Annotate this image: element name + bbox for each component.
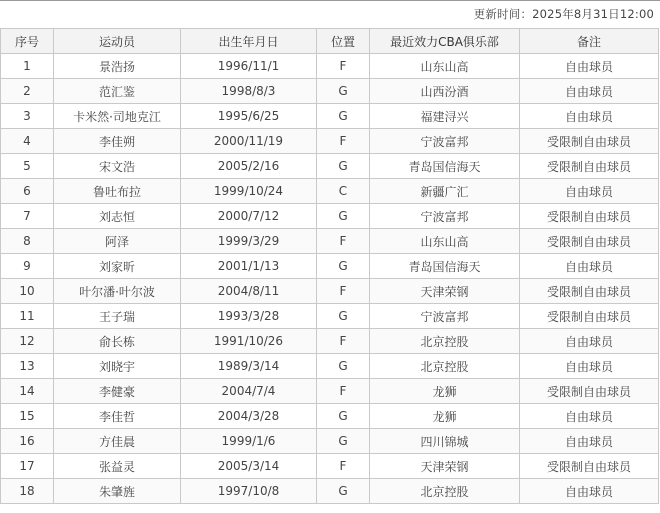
cell-note: 受限制自由球员 — [520, 229, 659, 254]
cell-player-name: 鲁吐布拉 — [54, 179, 181, 204]
free-agent-table — [0, 28, 659, 504]
cell-note: 受限制自由球员 — [520, 154, 659, 179]
cell-club: 四川锦城 — [370, 429, 520, 454]
cell-club: 天津荣钢 — [370, 454, 520, 479]
table-header — [1, 29, 659, 54]
cell-note: 自由球员 — [520, 179, 659, 204]
cell-birthdate: 2000/11/19 — [181, 129, 317, 154]
cell-note: 自由球员 — [520, 79, 659, 104]
cell-index: 9 — [1, 254, 54, 279]
cell-birthdate: 1991/10/26 — [181, 329, 317, 354]
table-row — [1, 404, 659, 429]
cell-club: 福建浔兴 — [370, 104, 520, 129]
cell-birthdate: 2004/8/11 — [181, 279, 317, 304]
cell-player-name: 方佳晨 — [54, 429, 181, 454]
cell-note: 自由球员 — [520, 104, 659, 129]
cell-club: 宁波富邦 — [370, 304, 520, 329]
cell-birthdate: 1995/6/25 — [181, 104, 317, 129]
header-cell-note: 备注 — [520, 29, 659, 54]
cell-note: 自由球员 — [520, 254, 659, 279]
cell-position: G — [317, 429, 370, 454]
table-row — [1, 479, 659, 504]
cell-index: 4 — [1, 129, 54, 154]
cell-birthdate: 1996/11/1 — [181, 54, 317, 79]
cell-birthdate: 1999/3/29 — [181, 229, 317, 254]
table-row — [1, 154, 659, 179]
cell-index: 15 — [1, 404, 54, 429]
cell-index: 2 — [1, 79, 54, 104]
cell-player-name: 卡米然·司地克江 — [54, 104, 181, 129]
cell-note: 受限制自由球员 — [520, 454, 659, 479]
cell-note: 自由球员 — [520, 429, 659, 454]
cell-position: G — [317, 104, 370, 129]
table-row — [1, 79, 659, 104]
cell-index: 18 — [1, 479, 54, 504]
cell-birthdate: 1999/10/24 — [181, 179, 317, 204]
cell-club: 北京控股 — [370, 354, 520, 379]
cell-index: 8 — [1, 229, 54, 254]
table-row — [1, 179, 659, 204]
cell-player-name: 阿泽 — [54, 229, 181, 254]
cell-note: 受限制自由球员 — [520, 304, 659, 329]
cell-position: F — [317, 279, 370, 304]
cell-player-name: 宋文浩 — [54, 154, 181, 179]
cell-player-name: 李健豪 — [54, 379, 181, 404]
cell-club: 青岛国信海天 — [370, 254, 520, 279]
cell-position: G — [317, 204, 370, 229]
cell-note: 受限制自由球员 — [520, 129, 659, 154]
cell-birthdate: 1999/1/6 — [181, 429, 317, 454]
cell-position: G — [317, 479, 370, 504]
cell-birthdate: 2004/3/28 — [181, 404, 317, 429]
table-row — [1, 204, 659, 229]
cell-birthdate: 2005/3/14 — [181, 454, 317, 479]
cell-club: 山东山高 — [370, 229, 520, 254]
header-cell-club: 最近效力CBA俱乐部 — [370, 29, 520, 54]
table-row — [1, 54, 659, 79]
cell-club: 山东山高 — [370, 54, 520, 79]
cell-club: 龙狮 — [370, 379, 520, 404]
cell-player-name: 景浩扬 — [54, 54, 181, 79]
cell-index: 17 — [1, 454, 54, 479]
table-row — [1, 379, 659, 404]
cell-club: 宁波富邦 — [370, 129, 520, 154]
cell-note: 自由球员 — [520, 329, 659, 354]
cell-player-name: 朱肇旌 — [54, 479, 181, 504]
header-cell-index: 序号 — [1, 29, 54, 54]
cell-club: 天津荣钢 — [370, 279, 520, 304]
cell-club: 北京控股 — [370, 479, 520, 504]
header-cell-player: 运动员 — [54, 29, 181, 54]
header-row — [1, 29, 659, 54]
cell-position: F — [317, 379, 370, 404]
top-divider — [0, 0, 660, 1]
cell-position: F — [317, 54, 370, 79]
cell-index: 3 — [1, 104, 54, 129]
cell-index: 11 — [1, 304, 54, 329]
cell-player-name: 俞长栋 — [54, 329, 181, 354]
cell-position: F — [317, 129, 370, 154]
cell-position: G — [317, 404, 370, 429]
cell-player-name: 刘志恒 — [54, 204, 181, 229]
cell-index: 14 — [1, 379, 54, 404]
cell-birthdate: 1998/8/3 — [181, 79, 317, 104]
cell-note: 自由球员 — [520, 479, 659, 504]
cell-index: 12 — [1, 329, 54, 354]
cell-birthdate: 2001/1/13 — [181, 254, 317, 279]
cell-position: G — [317, 154, 370, 179]
cell-note: 受限制自由球员 — [520, 279, 659, 304]
cell-birthdate: 1989/3/14 — [181, 354, 317, 379]
cell-index: 10 — [1, 279, 54, 304]
cell-index: 13 — [1, 354, 54, 379]
cell-birthdate: 2005/2/16 — [181, 154, 317, 179]
cell-note: 自由球员 — [520, 404, 659, 429]
cell-club: 新疆广汇 — [370, 179, 520, 204]
table-row — [1, 104, 659, 129]
cell-position: F — [317, 329, 370, 354]
table-row — [1, 304, 659, 329]
cell-birthdate: 2000/7/12 — [181, 204, 317, 229]
cell-note: 受限制自由球员 — [520, 379, 659, 404]
cell-position: G — [317, 254, 370, 279]
cell-player-name: 张益灵 — [54, 454, 181, 479]
cell-birthdate: 2004/7/4 — [181, 379, 317, 404]
cell-birthdate: 1997/10/8 — [181, 479, 317, 504]
cell-club: 北京控股 — [370, 329, 520, 354]
table-row — [1, 129, 659, 154]
cell-index: 7 — [1, 204, 54, 229]
table-row — [1, 254, 659, 279]
cell-note: 自由球员 — [520, 354, 659, 379]
cell-index: 1 — [1, 54, 54, 79]
table-row — [1, 454, 659, 479]
cell-birthdate: 1993/3/28 — [181, 304, 317, 329]
cell-player-name: 刘家昕 — [54, 254, 181, 279]
table-row — [1, 329, 659, 354]
cell-position: G — [317, 354, 370, 379]
table-body — [1, 54, 659, 504]
cell-player-name: 范汇鉴 — [54, 79, 181, 104]
cell-index: 5 — [1, 154, 54, 179]
cell-position: G — [317, 304, 370, 329]
cell-club: 宁波富邦 — [370, 204, 520, 229]
cell-position: G — [317, 79, 370, 104]
cell-club: 龙狮 — [370, 404, 520, 429]
cell-position: C — [317, 179, 370, 204]
cell-note: 受限制自由球员 — [520, 204, 659, 229]
table-row — [1, 429, 659, 454]
header-cell-position: 位置 — [317, 29, 370, 54]
table-row — [1, 279, 659, 304]
header-cell-birthdate: 出生年月日 — [181, 29, 317, 54]
table-row — [1, 229, 659, 254]
cell-player-name: 李佳哲 — [54, 404, 181, 429]
table-row — [1, 354, 659, 379]
cell-position: F — [317, 454, 370, 479]
cell-note: 自由球员 — [520, 54, 659, 79]
cell-club: 青岛国信海天 — [370, 154, 520, 179]
cell-player-name: 李佳朔 — [54, 129, 181, 154]
cell-index: 6 — [1, 179, 54, 204]
cell-position: F — [317, 229, 370, 254]
cell-player-name: 刘晓宇 — [54, 354, 181, 379]
update-timestamp: 更新时间：2025年8月31日12:00 — [473, 7, 654, 21]
cell-player-name: 叶尔潘·叶尔波 — [54, 279, 181, 304]
cell-index: 16 — [1, 429, 54, 454]
cell-club: 山西汾酒 — [370, 79, 520, 104]
cell-player-name: 王子瑞 — [54, 304, 181, 329]
